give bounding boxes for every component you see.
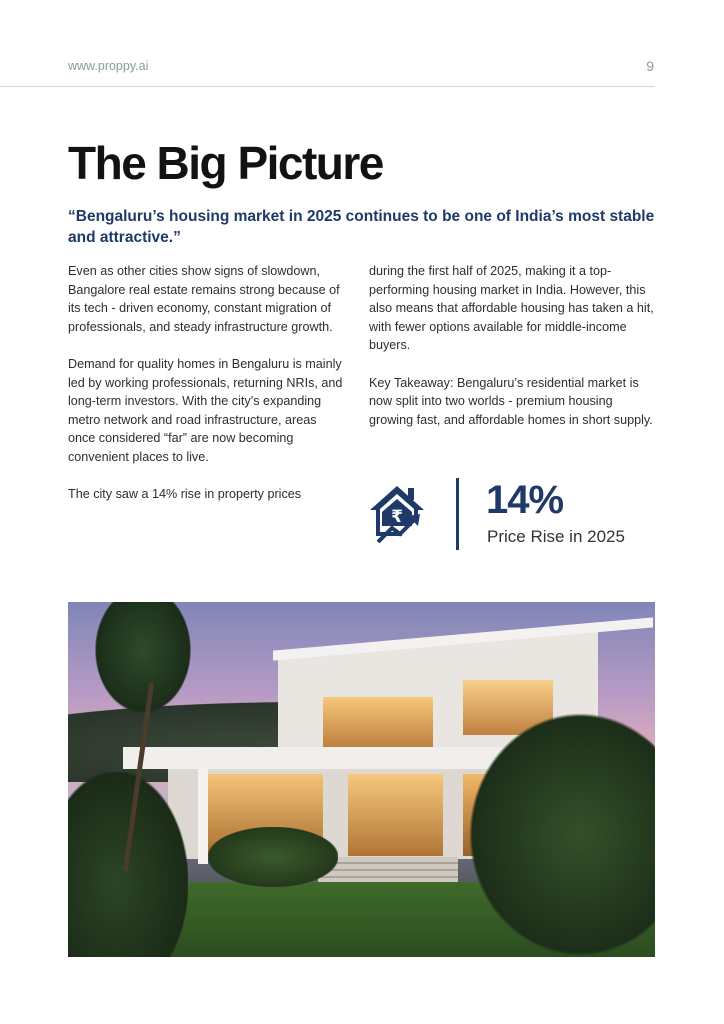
paragraph: during the first half of 2025, making it a top-performing housing market in India. However, this also means that affordable housing has taken a hit, with fewer options available for middle-income buyers. [369, 264, 654, 353]
house-rupee-growth-icon [368, 482, 426, 544]
website-url: www.proppy.ai [68, 59, 149, 73]
price-rise-stat [368, 476, 658, 552]
paragraph: Key Takeaway: Bengaluru’s residential market is now split into two worlds - premium housing growing fast, and affordable homes in short supply. [369, 375, 653, 427]
paragraph: Even as other cities show signs of slowdown, Bangalore real estate remains strong because of its tech - driven economy, constant migration of professionals, and steady infrastructure growth. [68, 264, 340, 334]
stat-value: 14% [486, 478, 564, 522]
paragraph: Demand for quality homes in Bengaluru is mainly led by working professionals, returning NRIs, and long-term investors. With the city’s expanding metro network and road infrastructure, areas once considered “far” are now becoming convenient places to live. [68, 356, 343, 464]
svg-text:₹: ₹ [391, 507, 403, 527]
paragraph: The city saw a 14% rise in property prices [68, 487, 302, 502]
stat-label: Price Rise in 2025 [487, 527, 625, 546]
page-title: The Big Picture [68, 137, 383, 189]
stat-divider [456, 478, 459, 550]
villa-photo [68, 602, 655, 957]
page-number: 9 [646, 58, 654, 74]
header-divider [0, 86, 655, 87]
pull-quote: “Bengaluru’s housing market in 2025 continues to be one of India’s most stable and attractive.” [68, 208, 655, 246]
right-column [369, 262, 659, 448]
left-column [68, 262, 343, 522]
